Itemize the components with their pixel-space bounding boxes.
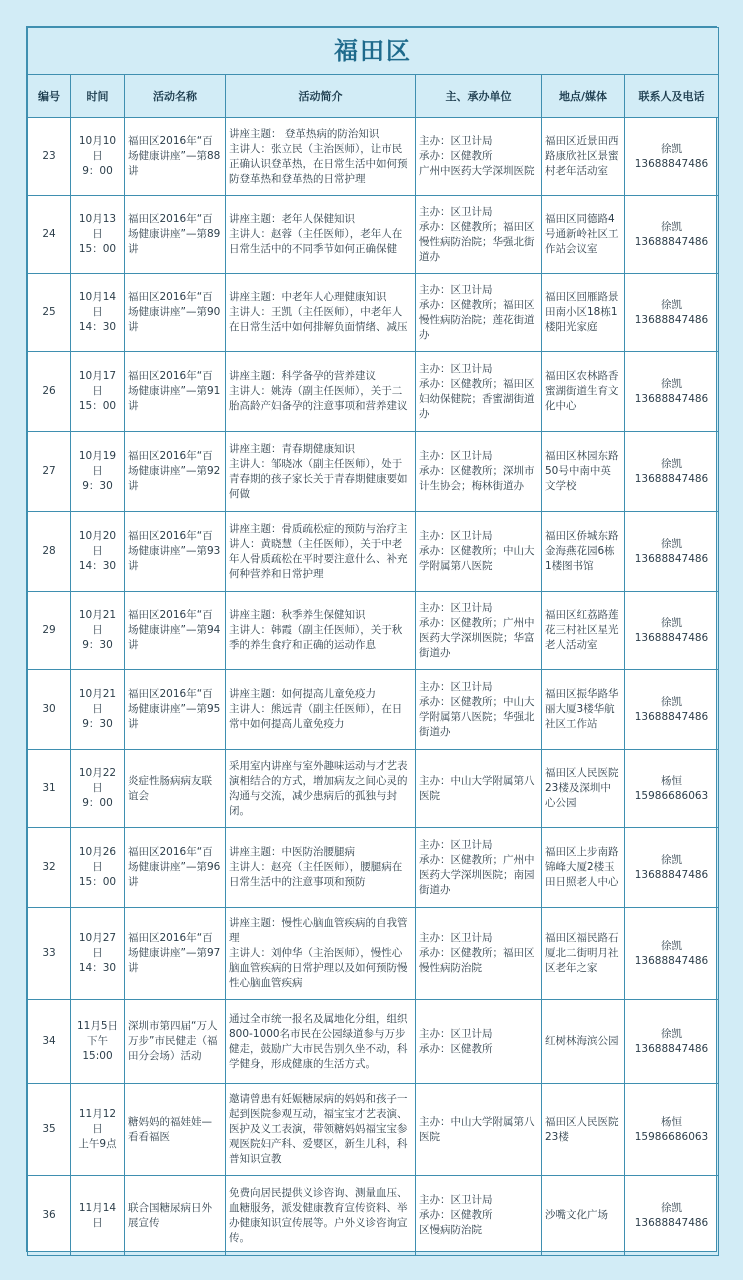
table-body xyxy=(28,118,719,1256)
cell-organizer xyxy=(416,432,542,512)
cell-organizer xyxy=(416,592,542,670)
cell-organizer-line: 主办：区卫计局 xyxy=(419,1027,493,1040)
cell-organizer-line: 承办：区健教所 xyxy=(419,150,493,162)
cell-activity-intro xyxy=(226,1000,416,1084)
cell-activity-intro-line: 讲座主题：秋季养生保健知识 xyxy=(229,609,366,621)
cell-activity-intro xyxy=(226,670,416,750)
cell-activity-intro xyxy=(226,432,416,512)
cell-activity-intro-line: 主讲人：熊远青（副主任医师），在日常中如何提高儿童免疫力 xyxy=(229,703,403,730)
cell-organizer xyxy=(416,274,542,352)
cell-location: 福田区侨城东路金海燕花园6栋1楼图书馆 xyxy=(542,512,625,592)
cell-location: 福田区林园东路50号中南中英文学校 xyxy=(542,432,625,512)
cell-organizer-line: 承办：区健教所；福田区慢性病防治院 xyxy=(419,947,535,974)
cell-location: 福田区同德路4号通新岭社区工作站会议室 xyxy=(542,196,625,274)
table-row xyxy=(28,118,719,196)
cell-activity-intro-line: 邀请曾患有妊娠糖尿病的妈妈和孩子一起到医院参观互动，福宝宝才艺表演、医护及义工表演，带领糖妈妈福宝宝参观医院妇产科、爱婴区，新生儿科，科普知识宣教 xyxy=(229,1093,408,1165)
cell-activity-intro-line: 讲座主题：科学备孕的营养建议 xyxy=(229,370,376,382)
cell-activity-intro xyxy=(226,592,416,670)
cell-location: 红树林海滨公园 xyxy=(542,1000,625,1084)
header-activity-intro: 活动简介 xyxy=(226,75,416,118)
cell-organizer-line: 主办：区卫计局 xyxy=(419,932,493,944)
cell-contact-line: 13688847486 xyxy=(634,472,709,485)
cell-activity-intro xyxy=(226,274,416,352)
cell-time xyxy=(71,750,125,828)
cell-time xyxy=(71,908,125,1000)
activity-table-sheet xyxy=(26,26,717,1252)
table-row xyxy=(28,828,719,908)
cell-time xyxy=(71,118,125,196)
cell-contact xyxy=(625,1000,719,1084)
cell-time-line: 11月5日 xyxy=(76,1020,119,1032)
cell-contact xyxy=(625,512,719,592)
cell-number: 32 xyxy=(28,828,71,908)
cell-time-line: 15：00 xyxy=(78,243,117,255)
cell-number: 30 xyxy=(28,670,71,750)
cell-activity-name: 福田区2016年“百场健康讲座”—第88讲 xyxy=(125,118,226,196)
cell-location: 福田区红荔路莲花三村社区星光老人活动室 xyxy=(542,592,625,670)
cell-activity-name: 福田区2016年“百场健康讲座”—第95讲 xyxy=(125,670,226,750)
cell-number: 24 xyxy=(28,196,71,274)
cell-time-line: 下午 xyxy=(87,1035,108,1047)
cell-organizer-line: 主办：区卫计局 xyxy=(419,362,493,375)
cell-contact-line: 徐凯 xyxy=(661,142,682,155)
header-row xyxy=(28,75,719,118)
cell-contact-line: 徐凯 xyxy=(661,457,682,470)
cell-location: 沙嘴文化广场 xyxy=(542,1176,625,1256)
cell-time-line: 15:00 xyxy=(82,1050,113,1062)
cell-contact-line: 13688847486 xyxy=(634,710,709,723)
cell-activity-intro-line: 主讲人：韩霞（副主任医师），关于秋季的养生食疗和正确的运动作息 xyxy=(229,624,403,651)
cell-time-line: 11月12日 xyxy=(78,1108,117,1135)
cell-location: 福田区人民医院23楼及深圳中心公园 xyxy=(542,750,625,828)
cell-activity-intro xyxy=(226,196,416,274)
header-organizer: 主、承办单位 xyxy=(416,75,542,118)
table-row xyxy=(28,592,719,670)
cell-organizer xyxy=(416,1000,542,1084)
cell-organizer xyxy=(416,1176,542,1256)
cell-time-line: 15：00 xyxy=(78,876,117,888)
cell-contact-line: 杨恒 xyxy=(661,774,682,787)
cell-activity-intro-line: 讲座主题：青春期健康知识 xyxy=(229,442,355,455)
cell-time-line: 10月21日 xyxy=(78,688,117,715)
table-row xyxy=(28,352,719,432)
cell-time-line: 10月13日 xyxy=(78,213,117,240)
cell-location: 福田区福民路石厦北二街明月社区老年之家 xyxy=(542,908,625,1000)
cell-time-line: 10月14日 xyxy=(78,291,117,318)
cell-number: 33 xyxy=(28,908,71,1000)
cell-activity-name: 福田区2016年“百场健康讲座”—第93讲 xyxy=(125,512,226,592)
cell-time xyxy=(71,1084,125,1176)
cell-location: 福田区振华路华丽大厦3楼华航社区工作站 xyxy=(542,670,625,750)
cell-activity-name: 福田区2016年“百场健康讲座”—第91讲 xyxy=(125,352,226,432)
cell-number: 29 xyxy=(28,592,71,670)
cell-activity-intro-line: 讲座主题：中老年人心理健康知识 xyxy=(229,291,387,303)
cell-time-line: 10月17日 xyxy=(78,370,117,397)
cell-activity-intro xyxy=(226,118,416,196)
cell-contact-line: 杨恒 xyxy=(661,1115,682,1128)
cell-activity-intro-line: 采用室内讲座与室外趣味运动与才艺表演相结合的方式，增加病友之间心灵的沟通与交流，减少患病后的孤独与封闭。 xyxy=(229,759,408,817)
cell-activity-intro xyxy=(226,1084,416,1176)
cell-time-line: 10月22日 xyxy=(78,767,117,794)
cell-organizer-line: 主办：区卫计局 xyxy=(419,450,493,462)
cell-time-line: 10月21日 xyxy=(78,609,117,636)
cell-contact-line: 15986686063 xyxy=(634,1130,709,1143)
cell-time xyxy=(71,432,125,512)
cell-activity-name: 福田区2016年“百场健康讲座”—第92讲 xyxy=(125,432,226,512)
table-row xyxy=(28,1176,719,1256)
cell-contact-line: 徐凯 xyxy=(661,939,682,952)
cell-organizer xyxy=(416,196,542,274)
header-contact: 联系人及电话 xyxy=(625,75,719,118)
cell-activity-intro xyxy=(226,512,416,592)
cell-time xyxy=(71,592,125,670)
cell-activity-intro-line: 讲座主题：老年人保健知识 xyxy=(229,213,355,225)
cell-organizer-line: 承办：区健教所；中山大学附属第八医院；华强北街道办 xyxy=(419,695,535,738)
cell-activity-intro xyxy=(226,352,416,432)
cell-activity-name: 福田区2016年“百场健康讲座”—第90讲 xyxy=(125,274,226,352)
cell-organizer-line: 主办：中山大学附属第八医院 xyxy=(419,774,535,802)
cell-activity-intro-line: 主讲人：刘仲华（主治医师），慢性心脑血管疾病的日常护理以及如何预防慢性心脑血管疾病 xyxy=(229,947,408,989)
cell-time xyxy=(71,512,125,592)
cell-organizer-line: 承办：区健教所；广州中医药大学深圳医院；华富街道办 xyxy=(419,616,535,659)
cell-organizer xyxy=(416,750,542,828)
cell-organizer-line: 承办：区健教所 xyxy=(419,1042,493,1055)
cell-contact-line: 徐凯 xyxy=(661,1027,682,1040)
cell-organizer-line: 承办：区健教所；深圳市计生协会；梅林街道办 xyxy=(419,465,535,492)
cell-contact xyxy=(625,274,719,352)
cell-contact-line: 徐凯 xyxy=(661,537,682,550)
table-row xyxy=(28,274,719,352)
cell-activity-intro-line: 主讲人：赵亮（主任医师），腰腿病在日常生活中的注意事项和预防 xyxy=(229,861,403,888)
cell-number: 25 xyxy=(28,274,71,352)
cell-organizer-line: 承办：区健教所；广州中医药大学深圳医院；南园街道办 xyxy=(419,853,535,896)
cell-activity-intro-line: 主讲人：张立民（主治医师），让市民正确认识登革热，在日常生活中如何预防登革热和登革热的日常护理 xyxy=(229,142,408,185)
cell-activity-intro-line: 主讲人：王凯（主任医师），中老年人在日常生活中如何排解负面情绪、减压 xyxy=(229,306,408,333)
cell-contact xyxy=(625,1084,719,1176)
cell-number: 34 xyxy=(28,1000,71,1084)
cell-organizer-line: 主办：区卫计局 xyxy=(419,1194,493,1206)
cell-time xyxy=(71,196,125,274)
header-number: 编号 xyxy=(28,75,71,118)
cell-time-line: 11月14日 xyxy=(78,1201,117,1229)
cell-contact-line: 13688847486 xyxy=(634,1042,709,1055)
cell-number: 35 xyxy=(28,1084,71,1176)
cell-time-line: 上午9点 xyxy=(78,1138,117,1150)
cell-time-line: 10月19日 xyxy=(78,450,117,477)
cell-contact xyxy=(625,432,719,512)
cell-organizer-line: 主办：区卫计局 xyxy=(419,283,493,296)
cell-organizer-line: 主办：区卫计局 xyxy=(419,205,493,218)
cell-contact-line: 13688847486 xyxy=(634,631,709,644)
cell-contact xyxy=(625,670,719,750)
table-row xyxy=(28,512,719,592)
cell-activity-name: 炎症性肠病病友联谊会 xyxy=(125,750,226,828)
cell-activity-intro-line: 讲座主题：如何提高儿童免疫力 xyxy=(229,688,376,700)
header-location: 地点/媒体 xyxy=(542,75,625,118)
cell-number: 28 xyxy=(28,512,71,592)
cell-time-line: 10月10日 xyxy=(78,135,117,162)
cell-time-line: 14：30 xyxy=(78,560,117,572)
table-row xyxy=(28,750,719,828)
cell-contact-line: 13688847486 xyxy=(634,954,709,967)
cell-organizer-line: 主办：区卫计局 xyxy=(419,680,493,693)
cell-time-line: 10月26日 xyxy=(78,846,117,873)
cell-time-line: 14：30 xyxy=(78,962,117,974)
cell-time-line: 10月27日 xyxy=(78,932,117,959)
cell-organizer-line: 主办：区卫计局 xyxy=(419,135,493,147)
cell-organizer-line: 广州中医药大学深圳医院 xyxy=(419,165,535,177)
cell-contact xyxy=(625,1176,719,1256)
cell-organizer-line: 主办：区卫计局 xyxy=(419,838,493,851)
cell-activity-intro-line: 讲座主题：骨质疏松症的预防与治疗主讲人：黄晓慧（主任医师），关于中老年人骨质疏松在平时要注意什么、补充何种营养和日常护理 xyxy=(229,522,408,580)
cell-contact-line: 徐凯 xyxy=(661,616,682,629)
cell-contact-line: 13688847486 xyxy=(634,1216,709,1229)
cell-location: 福田区回雁路景田南小区18栋1楼阳光家庭 xyxy=(542,274,625,352)
cell-organizer-line: 主办：区卫计局 xyxy=(419,601,493,614)
table-title: 福田区 xyxy=(28,28,719,75)
cell-contact-line: 徐凯 xyxy=(661,695,682,708)
cell-organizer xyxy=(416,670,542,750)
cell-activity-name: 联合国糖尿病日外展宣传 xyxy=(125,1176,226,1256)
cell-organizer xyxy=(416,118,542,196)
cell-contact-line: 徐凯 xyxy=(661,377,682,390)
cell-contact-line: 13688847486 xyxy=(634,392,709,405)
cell-activity-intro-line: 主讲人：邹晓冰（副主任医师），处于青春期的孩子家长关于青春期健康要如何做 xyxy=(229,457,408,500)
cell-contact-line: 15986686063 xyxy=(634,789,709,802)
cell-time-line: 9：30 xyxy=(82,718,113,730)
header-time: 时间 xyxy=(71,75,125,118)
cell-organizer-line: 承办：区健教所；中山大学附属第八医院 xyxy=(419,545,535,572)
cell-contact xyxy=(625,908,719,1000)
cell-organizer-line: 承办：区健教所；福田区妇幼保健院；香蜜湖街道办 xyxy=(419,377,535,420)
cell-location: 福田区上步南路锦峰大厦2楼玉田日照老人中心 xyxy=(542,828,625,908)
cell-contact-line: 徐凯 xyxy=(661,853,682,866)
header-activity-name: 活动名称 xyxy=(125,75,226,118)
cell-time-line: 14：30 xyxy=(78,321,117,333)
table-row xyxy=(28,1084,719,1176)
cell-organizer xyxy=(416,512,542,592)
table-row xyxy=(28,1000,719,1084)
cell-organizer-line: 承办：区健教所；福田区慢性病防治院；华强北街道办 xyxy=(419,220,535,263)
cell-organizer-line: 区慢病防治院 xyxy=(419,1224,482,1236)
cell-activity-name: 深圳市第四届“万人万步”市民健走（福田分会场）活动 xyxy=(125,1000,226,1084)
cell-activity-name: 福田区2016年“百场健康讲座”—第94讲 xyxy=(125,592,226,670)
table-row xyxy=(28,670,719,750)
cell-time-line: 15：00 xyxy=(78,400,117,412)
cell-number: 23 xyxy=(28,118,71,196)
cell-contact xyxy=(625,352,719,432)
table-row xyxy=(28,908,719,1000)
cell-activity-intro-line: 通过全市统一报名及属地化分组，组织800-1000名市民在公园绿道参与万步健走，鼓励广大市民告别久坐不动，科学健身，形成健康的生活方式。 xyxy=(229,1012,408,1070)
cell-time xyxy=(71,1176,125,1256)
cell-contact-line: 徐凯 xyxy=(661,1201,682,1214)
cell-time-line: 9：30 xyxy=(82,639,113,651)
cell-time xyxy=(71,1000,125,1084)
cell-number: 26 xyxy=(28,352,71,432)
cell-contact xyxy=(625,592,719,670)
cell-contact-line: 徐凯 xyxy=(661,298,682,311)
cell-activity-intro-line: 主讲人：姚涛（副主任医师），关于二胎高龄产妇备孕的注意事项和营养建议 xyxy=(229,385,408,412)
cell-contact xyxy=(625,196,719,274)
cell-contact-line: 13688847486 xyxy=(634,235,709,248)
cell-contact-line: 13688847486 xyxy=(634,552,709,565)
cell-organizer-line: 主办：中山大学附属第八医院 xyxy=(419,1115,535,1143)
cell-activity-intro-line: 讲座主题：中医防治腰腿病 xyxy=(229,846,355,858)
cell-time-line: 9：00 xyxy=(82,165,113,177)
table-row xyxy=(28,432,719,512)
cell-activity-intro xyxy=(226,828,416,908)
cell-time-line: 9：00 xyxy=(82,797,113,809)
cell-organizer-line: 主办：区卫计局 xyxy=(419,530,493,542)
cell-activity-intro xyxy=(226,1176,416,1256)
cell-organizer-line: 承办：区健教所 xyxy=(419,1209,493,1221)
cell-contact xyxy=(625,750,719,828)
cell-activity-name: 糖妈妈的福娃娃—看看福医 xyxy=(125,1084,226,1176)
cell-contact-line: 13688847486 xyxy=(634,868,709,881)
cell-time xyxy=(71,828,125,908)
cell-number: 36 xyxy=(28,1176,71,1256)
cell-organizer xyxy=(416,352,542,432)
cell-contact-line: 13688847486 xyxy=(634,157,709,170)
cell-location: 福田区农林路香蜜湖街道生育文化中心 xyxy=(542,352,625,432)
cell-activity-name: 福田区2016年“百场健康讲座”—第97讲 xyxy=(125,908,226,1000)
cell-organizer xyxy=(416,1084,542,1176)
cell-activity-intro-line: 讲座主题：慢性心脑血管疾病的自我管理 xyxy=(229,917,408,944)
cell-contact xyxy=(625,118,719,196)
cell-organizer xyxy=(416,828,542,908)
cell-contact-line: 13688847486 xyxy=(634,313,709,326)
cell-activity-intro-line: 讲座主题： 登革热病的防治知识 xyxy=(229,127,380,140)
table-row xyxy=(28,196,719,274)
cell-activity-name: 福田区2016年“百场健康讲座”—第96讲 xyxy=(125,828,226,908)
cell-time xyxy=(71,352,125,432)
cell-activity-intro xyxy=(226,750,416,828)
cell-time xyxy=(71,670,125,750)
cell-number: 31 xyxy=(28,750,71,828)
cell-organizer-line: 承办：区健教所；福田区慢性病防治院；莲花街道办 xyxy=(419,298,535,341)
cell-location: 福田区近景田西路康欣社区景蜜村老年活动室 xyxy=(542,118,625,196)
cell-number: 27 xyxy=(28,432,71,512)
cell-activity-name: 福田区2016年“百场健康讲座”—第89讲 xyxy=(125,196,226,274)
cell-activity-intro-line: 免费向居民提供义诊咨询、测量血压、血糖服务，派发健康教育宣传资料、举办健康知识宣传展等。户外义诊咨询宣传。 xyxy=(229,1186,408,1244)
cell-contact xyxy=(625,828,719,908)
cell-activity-intro-line: 主讲人：赵蓉（主任医师），老年人在日常生活中的不同季节如何正确保健 xyxy=(229,228,403,255)
cell-organizer xyxy=(416,908,542,1000)
cell-time xyxy=(71,274,125,352)
cell-time-line: 10月20日 xyxy=(78,530,117,557)
cell-location: 福田区人民医院23楼 xyxy=(542,1084,625,1176)
activity-table xyxy=(27,27,719,1256)
cell-time-line: 9：30 xyxy=(82,480,113,492)
cell-contact-line: 徐凯 xyxy=(661,220,682,233)
cell-activity-intro xyxy=(226,908,416,1000)
